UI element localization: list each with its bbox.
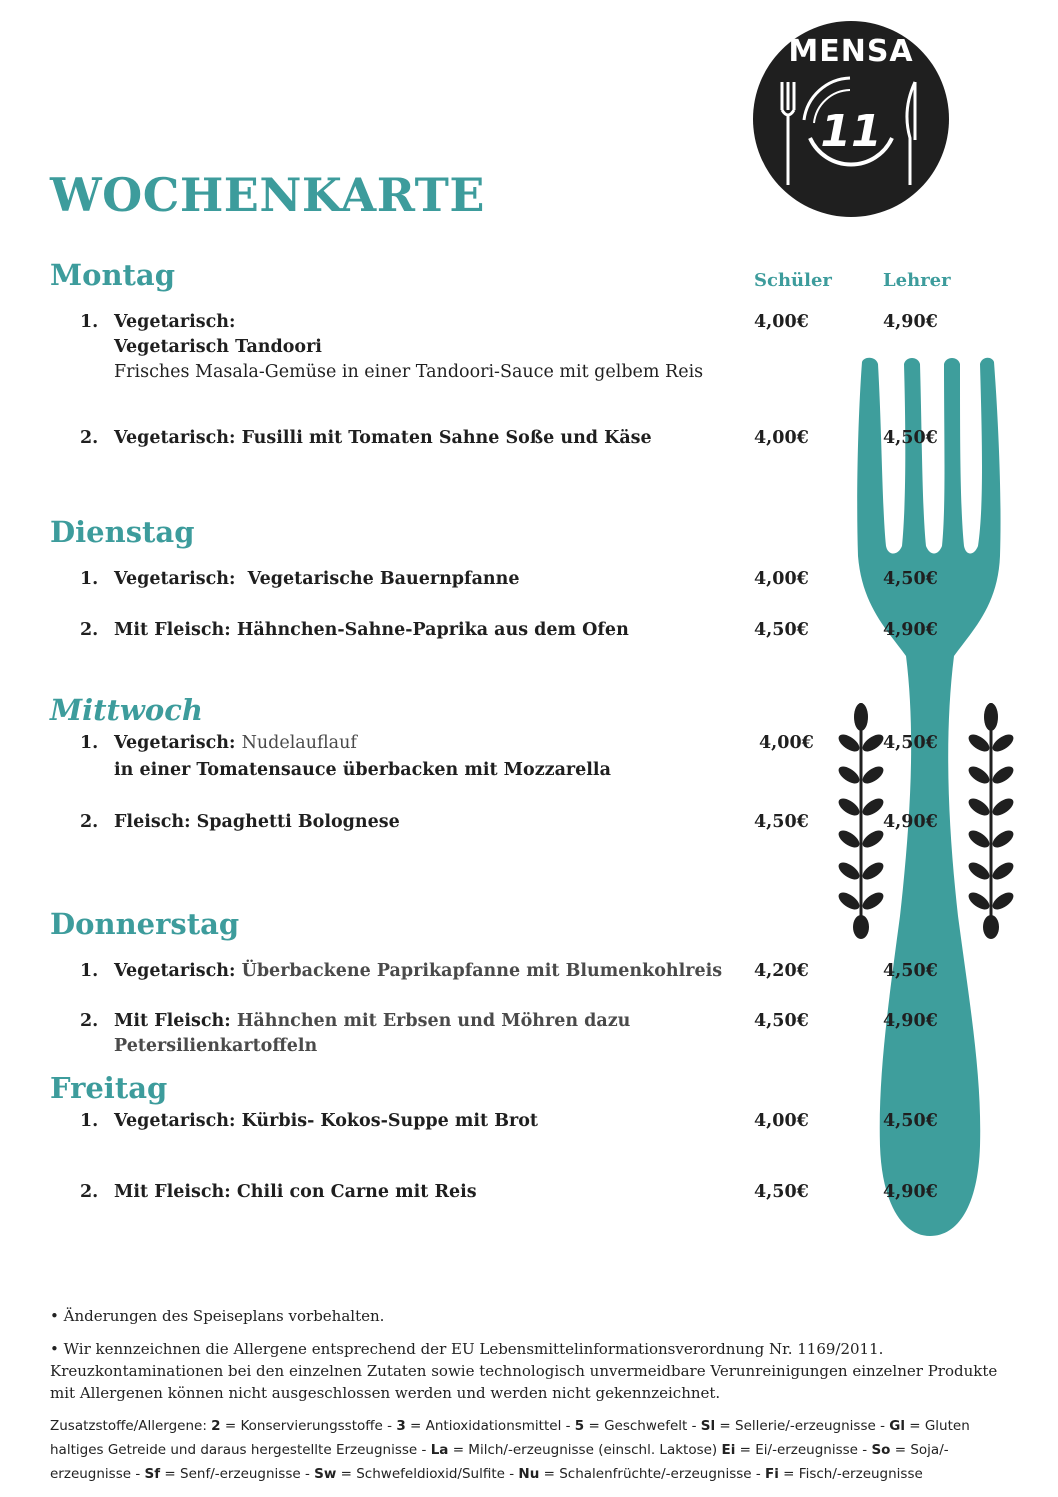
day-heading-donnerstag: Donnerstag: [50, 907, 240, 941]
price-students: 4,20€: [754, 961, 809, 981]
price-students: 4,50€: [754, 1182, 809, 1202]
price-teachers: 4,50€: [883, 569, 938, 589]
allergen-code: Sl: [700, 1418, 716, 1434]
allergen-text: = Antioxidationsmittel -: [405, 1418, 575, 1434]
allergen-legend: [50, 1414, 1015, 1486]
item-label: Vegetarisch:: [114, 428, 236, 448]
allergen-code: Fi: [765, 1466, 779, 1482]
allergen-code: Gl: [889, 1418, 905, 1434]
price-teachers: 4,90€: [883, 312, 938, 332]
item-dish: Kürbis- Kokos-Suppe mit Brot: [241, 1111, 539, 1131]
item-dish: Vegetarische Bauernpfanne: [247, 569, 520, 589]
item-number: 1.: [80, 569, 99, 589]
item-dish: Hähnchen-Sahne-Paprika aus dem Ofen: [236, 620, 629, 640]
allergen-text: = Fisch/-erzeugnisse: [778, 1466, 923, 1482]
price-students: 4,50€: [754, 812, 809, 832]
menu-item: [80, 810, 740, 835]
menu-item: [80, 1109, 740, 1134]
allergen-code: Nu: [518, 1466, 540, 1482]
item-number: 2.: [80, 812, 99, 832]
note-not-labeled: mit Allergenen können nicht ausgeschlossen werden und werden nicht gekennzeichnet.: [50, 1384, 721, 1402]
menu-item: [80, 426, 740, 451]
price-students: 4,00€: [754, 1111, 809, 1131]
item-label: Vegetarisch:: [114, 569, 236, 589]
price-teachers: 4,90€: [883, 1011, 938, 1031]
menu-item: [80, 1009, 740, 1059]
item-label: Vegetarisch:: [114, 733, 236, 753]
item-dish: Spaghetti Bolognese: [196, 812, 400, 832]
item-dish: Hähnchen mit Erbsen und Möhren dazu: [236, 1011, 631, 1031]
item-label: Mit Fleisch:: [114, 1182, 231, 1202]
price-teachers: 4,50€: [883, 428, 938, 448]
day-heading-montag: Montag: [50, 258, 175, 292]
item-description: Frisches Masala-Gemüse in einer Tandoori-Sauce mit gelbem Reis: [114, 362, 704, 382]
item-label: Vegetarisch:: [114, 1111, 236, 1131]
allergen-code: Sf: [144, 1466, 161, 1482]
menu-item: [80, 731, 740, 783]
price-teachers: 4,50€: [883, 961, 938, 981]
allergen-text: = Senf/-erzeugnisse -: [160, 1466, 315, 1482]
allergen-text: = Schalenfrüchte/-erzeugnisse -: [539, 1466, 766, 1482]
price-teachers: 4,50€: [883, 733, 938, 753]
note-allergen-law: • Wir kennzeichnen die Allergene entsprechend der EU Lebensmittelinformationsverordnung Nr. 1169/2011.: [50, 1340, 884, 1358]
allergen-intro: Zusatzstoffe/Allergene:: [50, 1418, 212, 1434]
allergen-text: = Schwefeldioxid/Sulfite -: [336, 1466, 519, 1482]
allergen-code: 3: [396, 1418, 406, 1434]
item-number: 2.: [80, 1182, 99, 1202]
item-dish: Nudelauflauf: [241, 733, 357, 753]
item-label: Mit Fleisch:: [114, 620, 231, 640]
item-number: 1.: [80, 961, 99, 981]
day-heading-freitag: Freitag: [50, 1071, 168, 1105]
allergen-text: = Soja/-erzeugnisse -: [50, 1442, 949, 1482]
price-teachers: 4,90€: [883, 812, 938, 832]
allergen-code: Sw: [314, 1466, 337, 1482]
allergen-text: = Geschwefelt -: [584, 1418, 701, 1434]
allergen-code: Ei: [721, 1442, 736, 1458]
item-label: Vegetarisch:: [114, 312, 236, 332]
allergen-text: = Sellerie/-erzeugnisse -: [715, 1418, 890, 1434]
item-dish: Chili con Carne mit Reis: [236, 1182, 477, 1202]
price-students: 4,00€: [754, 569, 809, 589]
price-students: 4,50€: [754, 620, 809, 640]
allergen-text: = Konservierungsstoffe -: [220, 1418, 397, 1434]
allergen-code: 5: [574, 1418, 585, 1434]
item-description: in einer Tomatensauce überbacken mit Mozzarella: [114, 760, 611, 780]
column-header-teachers: Lehrer: [883, 270, 951, 291]
price-students: 4,00€: [754, 428, 809, 448]
leaf-branch-left: [836, 703, 886, 943]
leaf-branch-right: [966, 703, 1016, 943]
price-students: 4,00€: [759, 733, 814, 753]
logo-title: MENSA: [788, 34, 914, 69]
item-label: Fleisch:: [114, 812, 191, 832]
menu-item: [80, 1180, 740, 1205]
item-number: 1.: [80, 733, 99, 753]
allergen-code: 2: [211, 1418, 221, 1434]
price-teachers: 4,50€: [883, 1111, 938, 1131]
price-students: 4,50€: [754, 1011, 809, 1031]
note-crosscontamination: Kreuzkontaminationen bei den einzelnen Zutaten sowie technologisch unvermeidbare Verunreinigungen einzelner Produkte: [50, 1362, 998, 1380]
menu-item: [80, 618, 740, 643]
allergen-text: = Ei/-erzeugnisse -: [735, 1442, 872, 1458]
item-number: 2.: [80, 620, 99, 640]
item-dish: Vegetarisch Tandoori: [114, 337, 322, 357]
item-dish: Überbackene Paprikapfanne mit Blumenkohlreis: [241, 961, 723, 981]
item-description: Petersilienkartoffeln: [114, 1036, 318, 1056]
allergen-text: = Milch/-erzeugnisse (einschl. Laktose): [448, 1442, 722, 1458]
item-number: 1.: [80, 1111, 99, 1131]
column-header-students: Schüler: [754, 270, 832, 291]
menu-item: [80, 310, 740, 385]
item-number: 2.: [80, 428, 99, 448]
price-teachers: 4,90€: [883, 1182, 938, 1202]
page-title: WOCHENKARTE: [50, 168, 485, 222]
item-label: Mit Fleisch:: [114, 1011, 231, 1031]
day-heading-mittwoch: Mittwoch: [50, 693, 203, 727]
allergen-code: So: [871, 1442, 891, 1458]
menu-item: [80, 567, 740, 592]
note-changes: • Änderungen des Speiseplans vorbehalten.: [50, 1307, 385, 1325]
price-teachers: 4,90€: [883, 620, 938, 640]
allergen-code: La: [430, 1442, 449, 1458]
item-dish: Fusilli mit Tomaten Sahne Soße und Käse: [241, 428, 652, 448]
price-students: 4,00€: [754, 312, 809, 332]
logo-number: 11: [820, 106, 882, 157]
allergen-text: = Gluten haltiges Getreide und daraus hergestellte Erzeugnisse -: [50, 1418, 970, 1458]
item-label: Vegetarisch:: [114, 961, 236, 981]
item-number: 1.: [80, 312, 99, 332]
day-heading-dienstag: Dienstag: [50, 515, 195, 549]
item-number: 2.: [80, 1011, 99, 1031]
mensa-logo: [752, 20, 950, 218]
menu-item: [80, 959, 740, 984]
